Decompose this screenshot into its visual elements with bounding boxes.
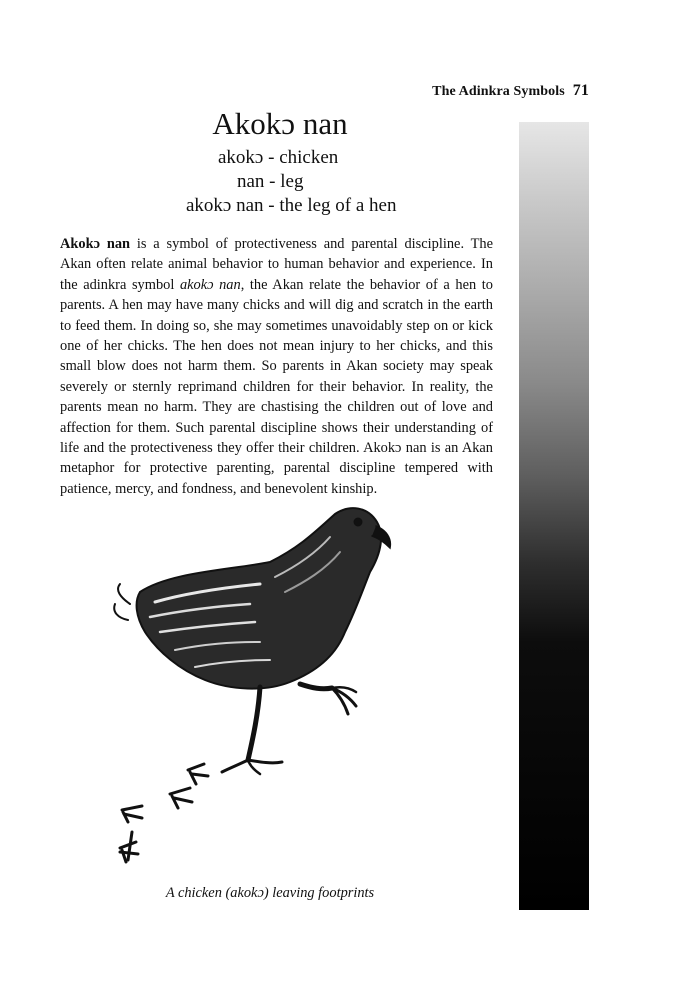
chicken-illustration	[100, 492, 410, 872]
gradient-side-bar	[519, 122, 589, 910]
footprints	[120, 764, 208, 862]
body-italic-term: akokɔ nan	[179, 276, 241, 293]
body-text-part1: is a symbol of protectiveness and parental discipline. The Akan often relate animal behavior to human behavior and experience. In the adinkra symbol	[60, 236, 493, 293]
gloss-line-leg-of-hen: akokɔ nan - the leg of a hen	[186, 195, 397, 216]
footprint-4	[120, 832, 138, 862]
body-paragraph	[60, 234, 493, 499]
footprint-3	[122, 806, 142, 822]
running-head	[432, 82, 589, 100]
footprint-2	[170, 788, 192, 808]
page-number: 71	[572, 82, 589, 99]
illustration-caption: A chicken (akokɔ) leaving footprints	[165, 885, 375, 901]
gloss-line-chicken: akokɔ - chicken	[218, 147, 339, 168]
chicken-drawing	[114, 508, 390, 774]
body-text-part2: , the Akan relate the behavior of a hen to parents. A hen may have many chicks and will dig and scratch in the earth to feed them. In doing so, she may sometimes unavoidably step on or kick one of her chicks. The hen does not mean injury to her chicks, and this small blow does not harm them. So parents in Akan society may speak severely or sternly reprimand children for their behavior. In reality, the parents mean no harm. They are chastising the children out of love and affection for them. Such parental discipline shows their understanding of life and the protectiveness they offer their children. Akokɔ nan is an Akan metaphor for protective parenting, parental discipline tempered with patience, mercy, and fondness, and benevolent kinship.	[60, 276, 493, 497]
running-head-title: The Adinkra Symbols	[432, 84, 565, 99]
body-lead: Akokɔ nan	[60, 236, 131, 252]
symbol-title: Akokɔ nan	[212, 106, 348, 141]
gloss-line-leg: nan - leg	[237, 171, 304, 192]
footprint-1	[188, 764, 208, 784]
